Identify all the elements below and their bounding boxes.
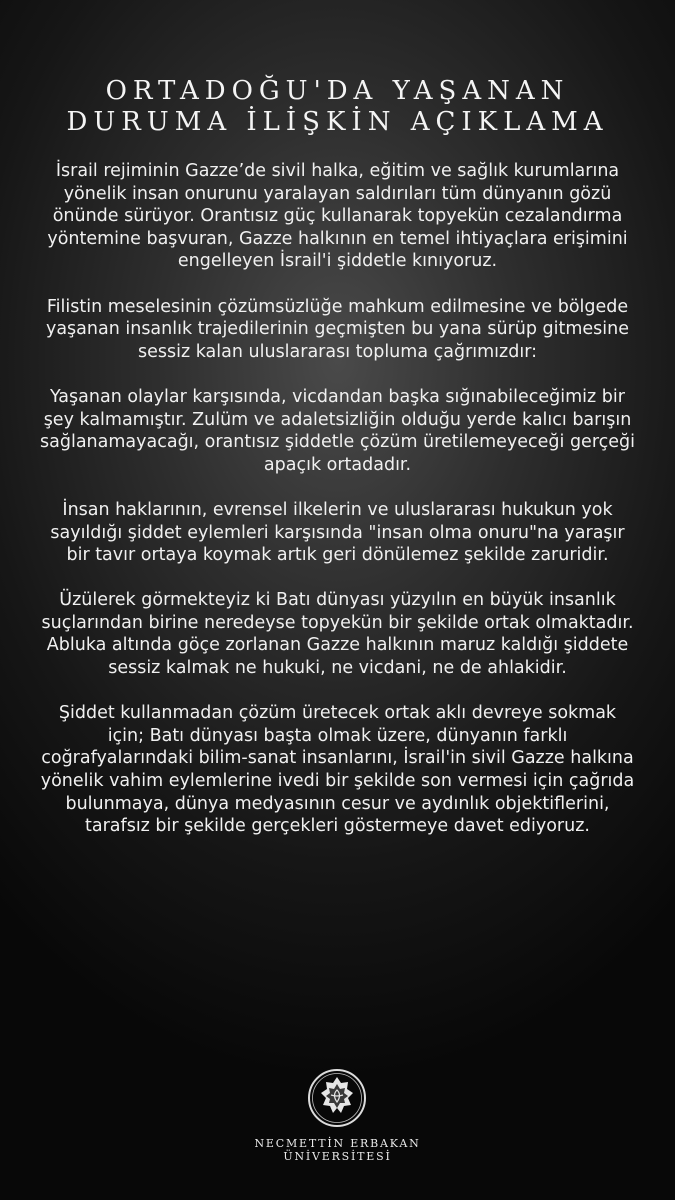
university-name (0, 1137, 675, 1163)
paragraph-6: Şiddet kullanmadan çözüm üretecek ortak aklı devreye sokmak için; Batı dünyası başta olmak üzere, dünyanın farklı coğrafyalarındaki bilim-sanat insanlarını, İsrail'in sivil Gazze halkına yönelik vahim eylemlerine ivedi bir şekilde son vermesi için çağrıda bulunmaya, dünya medyasının cesur ve aydınlık objektiflerini, tarafsız bir şekilde gerçekleri göstermeye davet ediyoruz. (40, 703, 635, 837)
paragraph-4: İnsan haklarının, evrensel ilkelerin ve uluslararası hukukun yok sayıldığı şiddet eylemleri karşısında "insan olma onuru"na yaraşır bir tavır ortaya koymak artık geri dönülemez şekilde zaruridir. (50, 499, 625, 566)
statement-body (40, 160, 635, 860)
paragraph-2: Filistin meselesinin çözümsüzlüğe mahkum edilmesine ve bölgede yaşanan insanlık trajedilerinin geçmişten bu yana sürüp gitmesine sessiz kalan uluslararası topluma çağrımızdır: (45, 296, 630, 362)
paragraph-1: İsrail rejiminin Gazze’de sivil halka, eğitim ve sağlık kurumlarına yönelik insan onurunu yaralayan saldırıları tüm dünyanın gözü önünde sürüyor. Orantısız güç kullanarak topyekün cezalandırma yöntemine başvuran, Gazze halkının en temel ihtiyaçlara erişimini engelleyen İsrail'i şiddetle kınıyoruz. (47, 161, 628, 272)
page-title (0, 76, 675, 138)
university-name-line-1: NECMETTİN ERBAKAN (254, 1137, 421, 1150)
title-line-2: DURUMA İLİŞKİN AÇIKLAMA (66, 107, 609, 137)
university-emblem-icon (307, 1068, 367, 1128)
paragraph-3: Yaşanan olaylar karşısında, vicdandan başka sığınabileceğimiz bir şey kalmamıştır. Zulüm ve adaletsizliğin olduğu yerde kalıcı barışın sağlanamayacağı, orantısız şiddetle çözüm üretilemeyeceği gerçeği apaçık ortadadır. (40, 386, 635, 475)
university-name-line-2: ÜNİVERSİTESİ (283, 1150, 392, 1163)
paragraph-5: Üzülerek görmekteyiz ki Batı dünyası yüzyılın en büyük insanlık suçlarından birine neredeyse topyekün bir şekilde ortak olmaktadır. Abluka altında göçe zorlanan Gazze halkının maruz kaldığı şiddete sessiz kalmak ne hukuki, ne vicdani, ne de ahlakidir. (41, 590, 634, 679)
title-line-1: ORTADOĞU'DA YAŞANAN (105, 76, 570, 106)
